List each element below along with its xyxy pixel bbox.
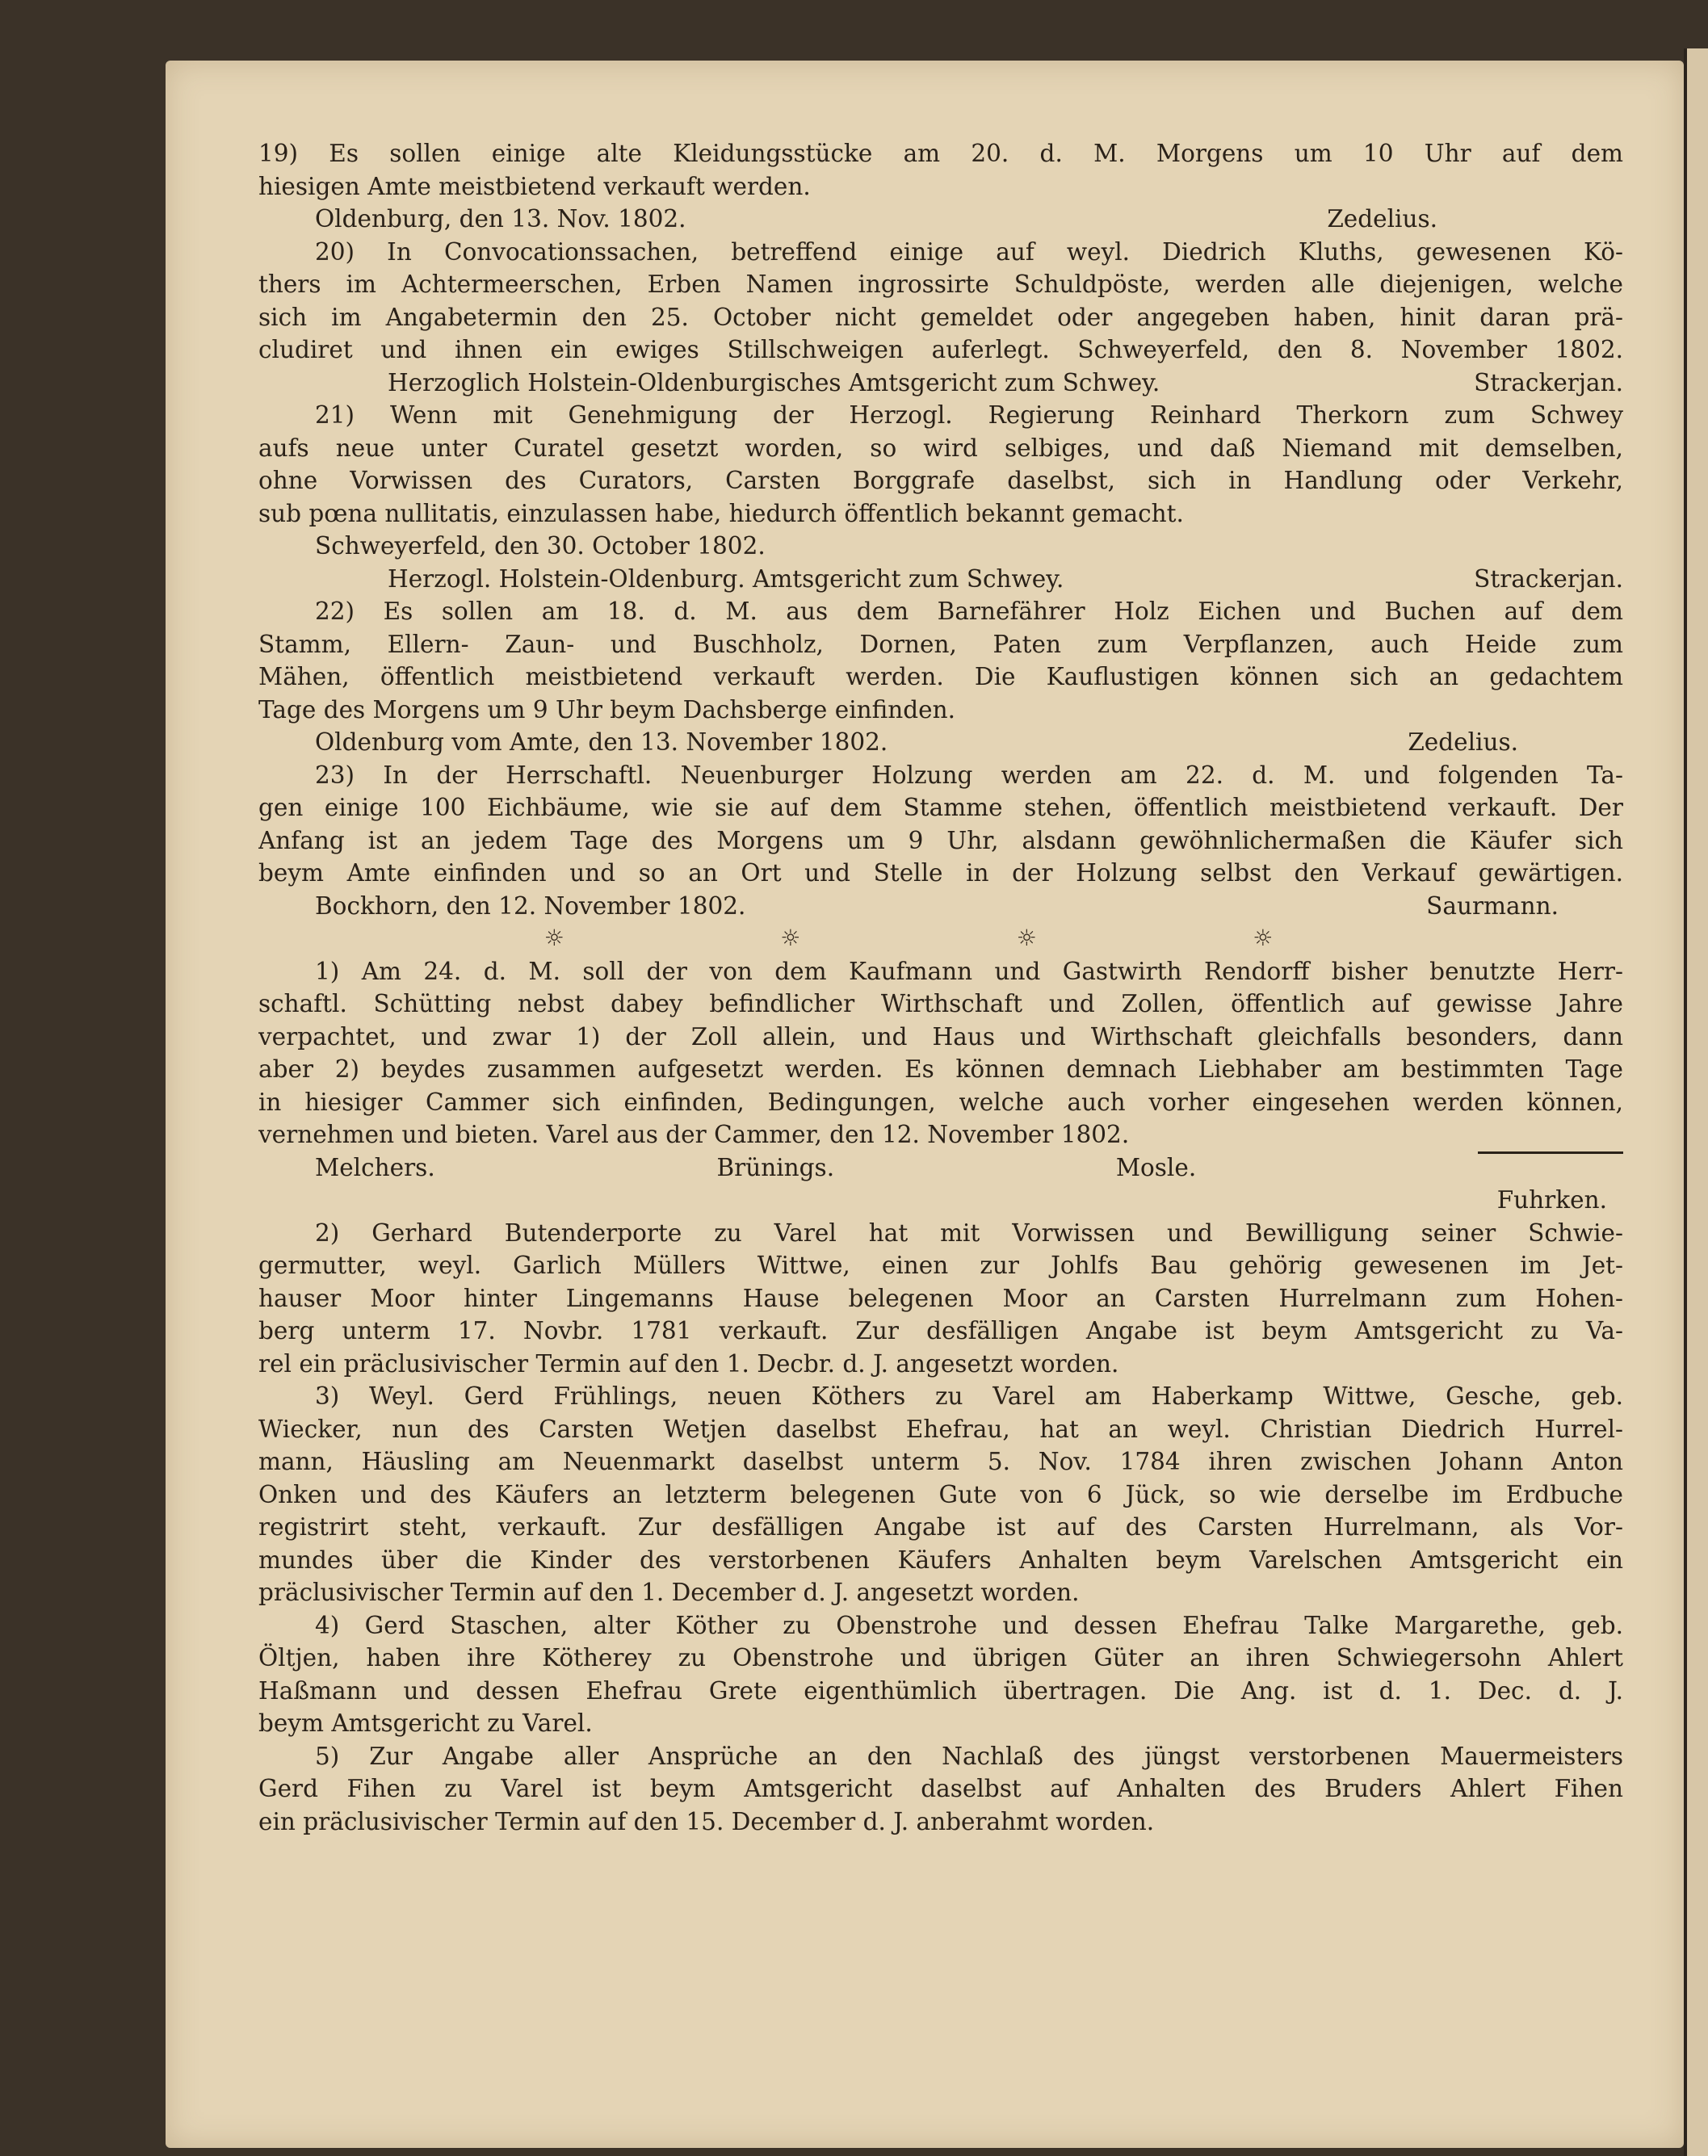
signature: Saurmann.	[1426, 891, 1559, 920]
text-line: beym Amtsgericht zu Varel.	[258, 1709, 593, 1737]
dateline: Schweyerfeld, den 30. October 1802.	[315, 532, 766, 560]
sun-ornament-icon: ☼	[543, 925, 564, 951]
text-line: 3) Weyl. Gerd Frühlings, neuen Köthers zu Varel am Haberkamp Wittwe, Gesche, geb.	[315, 1382, 1623, 1410]
dateline: Bockhorn, den 12. November 1802. Saurmann.	[258, 890, 1623, 923]
dateline: Oldenburg vom Amte, den 13. November 1802. Zedelius.	[258, 726, 1623, 759]
signature: Zedelius.	[1408, 728, 1518, 756]
signature: Strackerjan.	[1474, 564, 1623, 593]
text-line: gen einige 100 Eichbäume, wie sie auf dem Stamme stehen, öffentlich meistbietend verkauft. Der	[258, 794, 1623, 821]
signature-row	[258, 1151, 1623, 1185]
text-line: 1) Am 24. d. M. soll der von dem Kaufmann und Gastwirth Rendorff bisher benutzte Herr-	[315, 957, 1623, 985]
text-line: rel ein präclusivischer Termin auf den 1. Decbr. d. J. angesetzt worden.	[258, 1349, 1119, 1378]
text-line: 2) Gerhard Butenderporte zu Varel hat mit Vorwissen und Bewilligung seiner Schwie-	[315, 1219, 1623, 1247]
text-line: sub pœna nullitatis, einzulassen habe, hiedurch öffentlich bekannt gemacht.	[258, 499, 1184, 527]
signature: Brünings.	[716, 1153, 835, 1181]
text-line: Anfang ist an jedem Tage des Morgens um 9 Uhr, alsdann gewöhnlichermaßen die Käufer sich	[258, 826, 1623, 854]
text-line: 4) Gerd Staschen, alter Köther zu Obenstrohe und dessen Ehefrau Talke Margarethe, geb.	[315, 1611, 1623, 1639]
signature-row	[258, 1184, 1623, 1217]
text-line: 20) In Convocationssachen, betreffend einige auf weyl. Diedrich Kluths, gewesenen Kö-	[315, 237, 1623, 266]
signature: Zedelius.	[1327, 205, 1437, 233]
text-line: ohne Vorwissen des Curators, Carsten Borggrafe daselbst, sich in Handlung oder Verkehr,	[258, 467, 1623, 494]
text-line: Tage des Morgens um 9 Uhr beym Dachsberge einfinden.	[258, 695, 956, 724]
text-line: germutter, weyl. Garlich Müllers Wittwe, einen zur Johlfs Bau gehörig gewesenen im Jet-	[258, 1252, 1623, 1279]
text-line: aber 2) beydes zusammen aufgesetzt werden. Es können demnach Liebhaber am bestimmten Tage	[258, 1055, 1623, 1083]
signature: Strackerjan.	[1474, 368, 1623, 396]
text-line: aufs neue unter Curatel gesetzt worden, so wird selbiges, und daß Niemand mit demselben,	[258, 434, 1623, 462]
text-line: 23) In der Herrschaftl. Neuenburger Holzung werden am 22. d. M. und folgenden Ta-	[315, 761, 1623, 789]
authority-line: Herzoglich Holstein-Oldenburgisches Amtsgericht zum Schwey. Strackerjan.	[258, 367, 1623, 400]
sun-ornament-icon: ☼	[1016, 925, 1037, 951]
ornament-row	[258, 922, 1623, 955]
text-line: Gerd Fihen zu Varel ist beym Amtsgericht daselbst auf Anhalten des Bruders Ahlert Fihen	[258, 1775, 1623, 1802]
sun-ornament-icon: ☼	[1253, 925, 1274, 951]
next-page-edge	[1684, 48, 1708, 2156]
text-line: cludiret und ihnen ein ewiges Stillschweigen auferlegt. Schweyerfeld, den 8. November 1802.	[258, 336, 1623, 363]
text-line: vernehmen und bieten. Varel aus der Cammer, den 12. November 1802.	[258, 1121, 1130, 1148]
text-line: Stamm, Ellern- Zaun- und Buschholz, Dornen, Paten zum Verpflanzen, auch Heide zum	[258, 630, 1623, 658]
text-line: Mähen, öffentlich meistbietend verkauft werden. Die Kauflustigen können sich an gedachtem	[258, 663, 1623, 690]
text-line: präclusivischer Termin auf den 1. December d. J. angesetzt worden.	[258, 1579, 1080, 1606]
text-line: 21) Wenn mit Genehmigung der Herzogl. Regierung Reinhard Therkorn zum Schwey	[315, 401, 1623, 429]
text-line: registrirt steht, verkauft. Zur desfälligen Angabe ist auf des Carsten Hurrelmann, als Vor-	[258, 1513, 1623, 1541]
text-line: 5) Zur Angabe aller Ansprüche an den Nachlaß des jüngst verstorbenen Mauermeisters	[315, 1742, 1623, 1770]
text-line: beym Amte einfinden und so an Ort und Stelle in der Holzung selbst den Verkauf gewärtigen.	[258, 859, 1623, 887]
text-line: Öltjen, haben ihre Kötherey zu Obenstrohe und übrigen Güter an ihren Schwiegersohn Ahlert	[258, 1644, 1623, 1672]
signature: Melchers.	[315, 1153, 435, 1181]
text-line: berg unterm 17. Novbr. 1781 verkauft. Zur desfälligen Angabe ist beym Amtsgericht zu Va-	[258, 1317, 1623, 1344]
sun-ornament-icon: ☼	[780, 925, 801, 951]
text-line: 19) Es sollen einige alte Kleidungsstücke am 20. d. M. Morgens um 10 Uhr auf dem	[258, 140, 1623, 167]
text-line: Onken und des Käufers an letzterm belegenen Gute von 6 Jück, so wie derselbe im Erdbuche	[258, 1480, 1623, 1508]
text-line: verpachtet, und zwar 1) der Zoll allein, und Haus und Wirthschaft gleichfalls besonders, dann	[258, 1022, 1623, 1051]
dateline: Oldenburg, den 13. Nov. 1802. Zedelius.	[258, 203, 1623, 236]
text-line: 22) Es sollen am 18. d. M. aus dem Barnefährer Holz Eichen und Buchen auf dem	[315, 598, 1623, 625]
text-line: sich im Angabetermin den 25. October nicht gemeldet oder angegeben haben, hinit daran prä-	[258, 303, 1623, 331]
text-line: Wiecker, nun des Carsten Wetjen daselbst Ehefrau, hat an weyl. Christian Diedrich Hurrel-	[258, 1415, 1623, 1443]
text-line: schaftl. Schütting nebst dabey befindlicher Wirthschaft und Zollen, öffentlich auf gewisse Jahre	[258, 990, 1623, 1017]
text-line: Haßmann und dessen Ehefrau Grete eigenthümlich übertragen. Die Ang. ist d. 1. Dec. d. J.	[258, 1676, 1623, 1705]
text-line: hauser Moor hinter Lingemanns Hause belegenen Moor an Carsten Hurrelmann zum Hohen-	[258, 1284, 1623, 1312]
signature: Mosle.	[1115, 1153, 1197, 1181]
text-line: hiesigen Amte meistbietend verkauft werden.	[258, 172, 811, 200]
signature: Fuhrken.	[1496, 1186, 1607, 1214]
text-line: mann, Häusling am Neuenmarkt daselbst unterm 5. Nov. 1784 ihren zwischen Johann Anton	[258, 1448, 1623, 1475]
divider	[1478, 1151, 1623, 1154]
text-line: in hiesiger Cammer sich einfinden, Bedingungen, welche auch vorher eingesehen werden können,	[258, 1088, 1623, 1116]
text-line: thers im Achtermeerschen, Erben Namen ingrossirte Schuldpöste, werden alle diejenigen, welche	[258, 271, 1623, 298]
text-line: ein präclusivischer Termin auf den 15. December d. J. anberahmt worden.	[258, 1807, 1155, 1835]
document-text	[258, 137, 1623, 1838]
authority-line: Herzogl. Holstein-Oldenburg. Amtsgericht zum Schwey. Strackerjan.	[258, 563, 1623, 596]
text-line: mundes über die Kinder des verstorbenen Käufers Anhalten beym Varelschen Amtsgericht ein	[258, 1546, 1623, 1574]
